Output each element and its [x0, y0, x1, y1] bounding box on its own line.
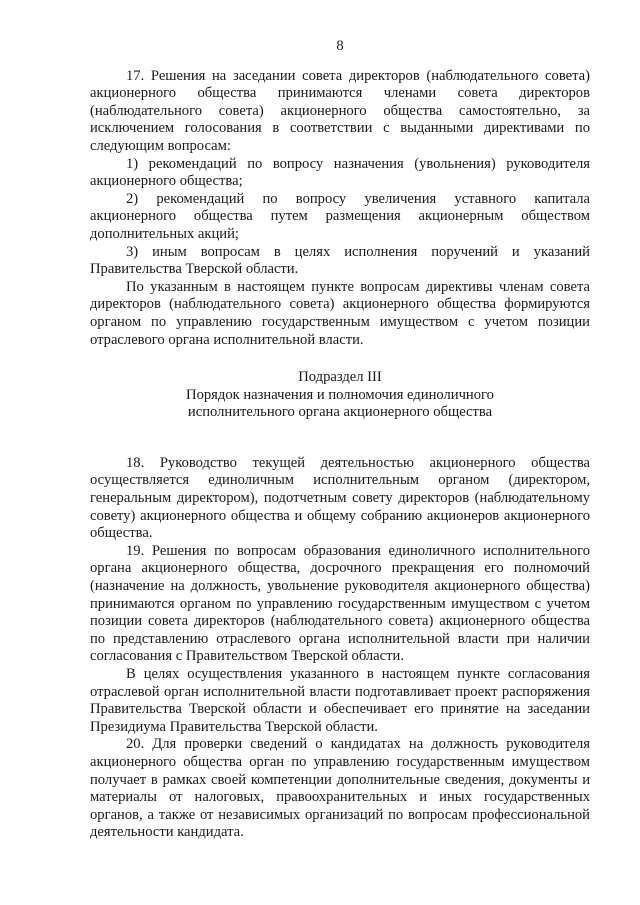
paragraph-17: 17. Решения на заседании совета директоров (наблюдательного совета) акционерного общества принимаются членами совета директоров (наблюдательного совета) акционерного общества самостоятельно, за исключением голосования в соответствии с выданными директивами по следующим вопросам: — [90, 67, 590, 154]
list-item-2: 2) рекомендаций по вопросу увеличения уставного капитала акционерного общества путем размещения акционерным обществом дополнительных акций; — [90, 190, 590, 242]
paragraph-18: 18. Руководство текущей деятельностью акционерного общества осуществляется единоличным исполнительным органом (директором, генеральным директором), подотчетным совету директоров (наблюдательному совету) акционерного общества и общему собранию акционеров акционерного общества. — [90, 454, 590, 542]
list-item-1: 1) рекомендаций по вопросу назначения (увольнения) руководителя акционерного общества; — [90, 155, 590, 190]
document-page — [90, 38, 590, 842]
section-subtitle-line1: Порядок назначения и полномочия единоличного — [186, 386, 494, 403]
section-heading — [90, 369, 590, 422]
section-subtitle-line2: исполнительного органа акционерного общества — [187, 404, 493, 421]
page-number: 8 — [336, 38, 344, 54]
paragraph-20: 20. Для проверки сведений о кандидатах на должность руководителя акционерного общества орган по управлению государственным имуществом получает в рамках своей компетенции дополнительные сведения, документы и материалы от налоговых, правоохранительных и иных государственных органов, а также от независимых организаций по вопросам профессиональной деятельности кандидата. — [90, 736, 590, 841]
list-item-3: 3) иным вопросам в целях исполнения поручений и указаний Правительства Тверской области. — [90, 243, 590, 278]
paragraph-19-approval: В целях осуществления указанного в настоящем пункте согласования отраслевой орган исполнительной власти подготавливает проект распоряжения Правительства Тверской области и обеспечивает его принятие на заседании Президиума Правительства Тверской области. — [90, 666, 590, 735]
paragraph-19: 19. Решения по вопросам образования единоличного исполнительного органа акционерного общества, досрочного прекращения его полномочий (назначение на должность, увольнение руководителя акционерного общества) принимаются органом по управлению государственным имуществом с учетом позиции совета директоров (наблюдательного совета) акционерного общества по представлению отраслевого органа исполнительной власти при наличии согласования с Правительством Тверской области. — [90, 542, 590, 665]
section-title: Подраздел III — [298, 369, 382, 386]
paragraph-17-directives: По указанным в настоящем пункте вопросам директивы членам совета директоров (наблюдательного совета) акционерного общества формируются органом по управлению государственным имуществом с учетом позиции отраслевого органа исполнительной власти. — [90, 278, 590, 348]
